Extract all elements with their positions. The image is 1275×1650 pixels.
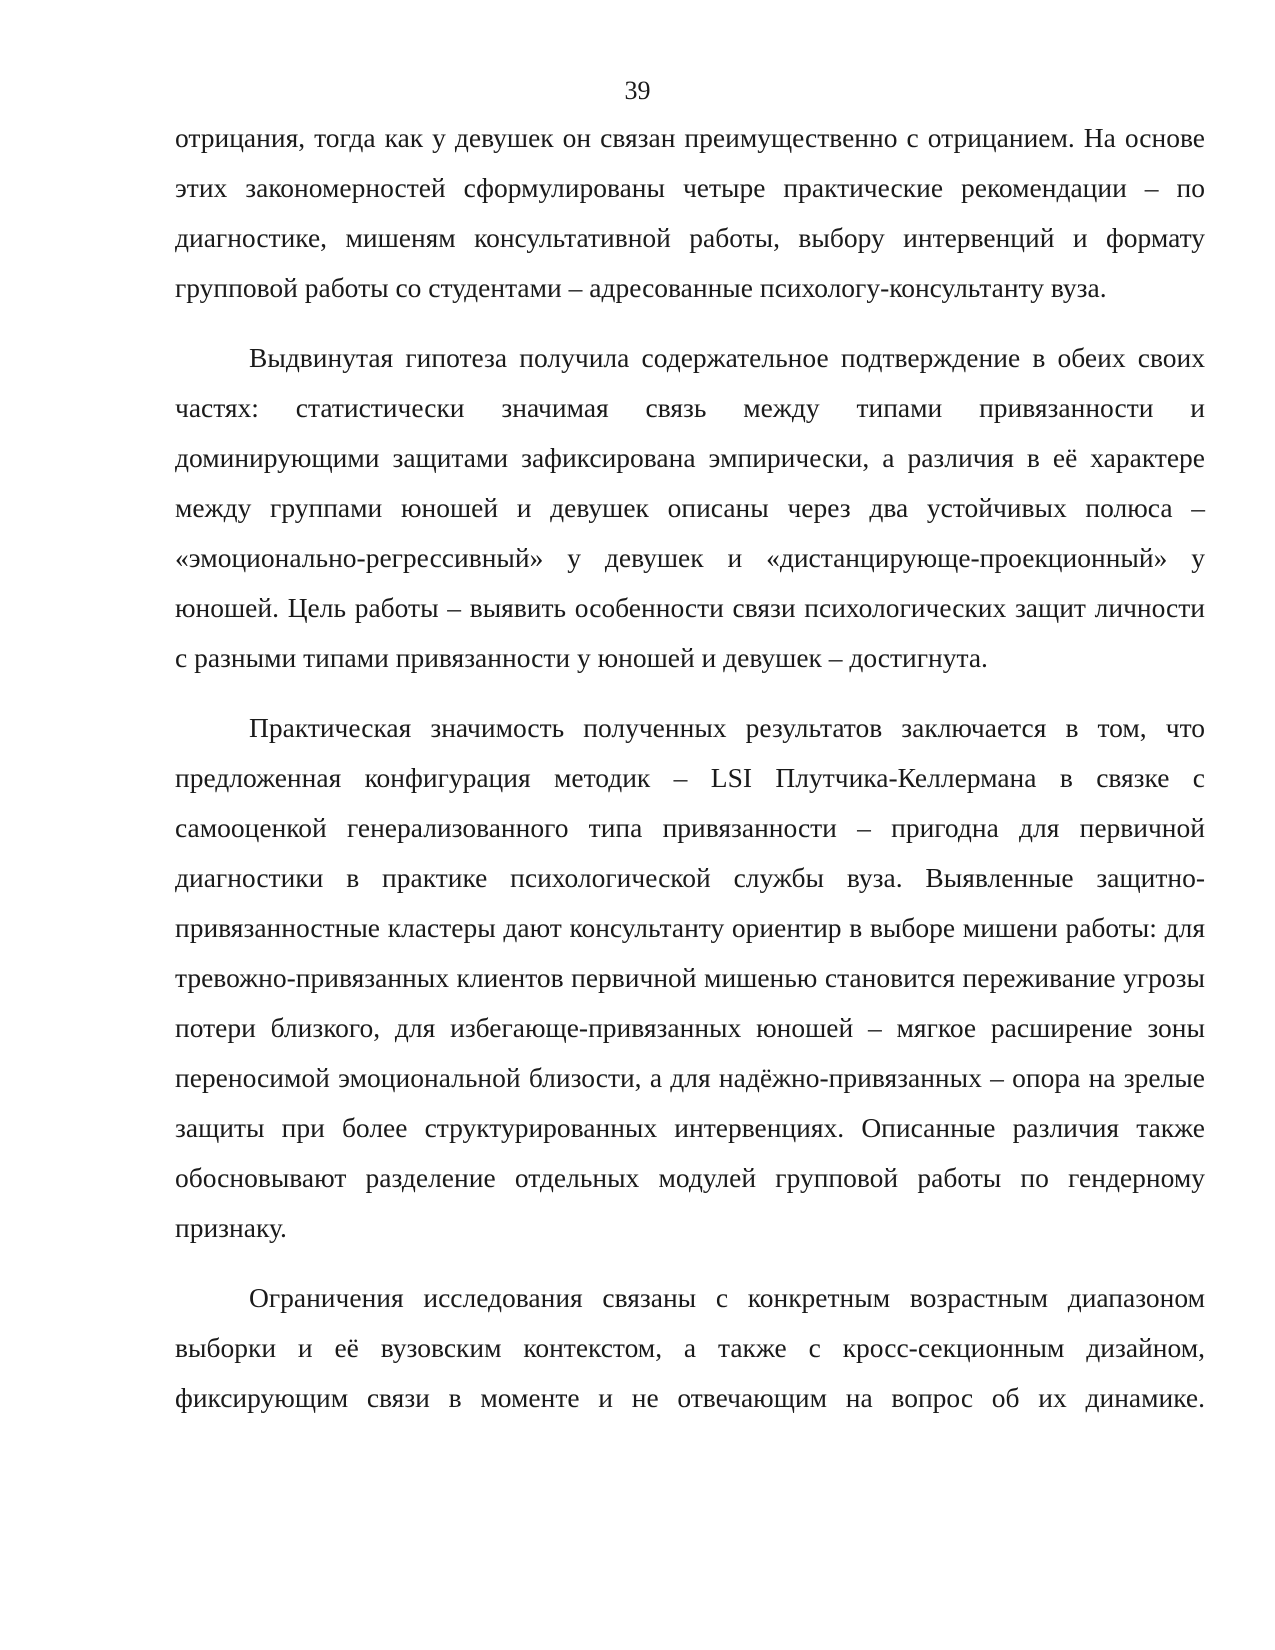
body-text [175,113,1205,1443]
paragraph-hypothesis: Выдвинутая гипотеза получила содержательное подтверждение в обеих своих частях: статистически значимая связь между типами привязанности и доминирующими защитами зафиксирована эмпирически, а различия в её характере между группами юношей и девушек описаны через два устойчивых полюса – «эмоционально-регрессивный» у девушек и «дистанцирующе-проекционный» у юношей. Цель работы – выявить особенности связи психологических защит личности с разными типами привязанности у юношей и девушек – достигнута. [175,342,1205,673]
page-number: 39 [624,76,651,105]
paragraph-continuation: отрицания, тогда как у девушек он связан преимущественно с отрицанием. На основе этих закономерностей сформулированы четыре практические рекомендации – по диагностике, мишеням консультативной работы, выбору интервенций и формату групповой работы со студентами – адресованные психологу-консультанту вуза. [175,122,1205,303]
paragraph-limitations: Ограничения исследования связаны с конкретным возрастным диапазоном выборки и её вузовским контекстом, а также с кросс-секционным дизайном, фиксирующим связи в моменте и не отвечающим на вопрос об их динамике. [175,1282,1205,1413]
paragraph-practical-significance: Практическая значимость полученных результатов заключается в том, что предложенная конфигурация методик – LSI Плутчика-Келлермана в связке с самооценкой генерализованного типа привязанности – пригодна для первичной диагностики в практике психологической службы вуза. Выявленные защитно-привязанностные кластеры дают консультанту ориентир в выборе мишени работы: для тревожно-привязанных клиентов первичной мишенью становится переживание угрозы потери близкого, для избегающе-привязанных юношей – мягкое расширение зоны переносимой эмоциональной близости, а для надёжно-привязанных – опора на зрелые защиты при более структурированных интервенциях. Описанные различия также обосновывают разделение отдельных модулей групповой работы по гендерному признаку. [175,712,1205,1243]
